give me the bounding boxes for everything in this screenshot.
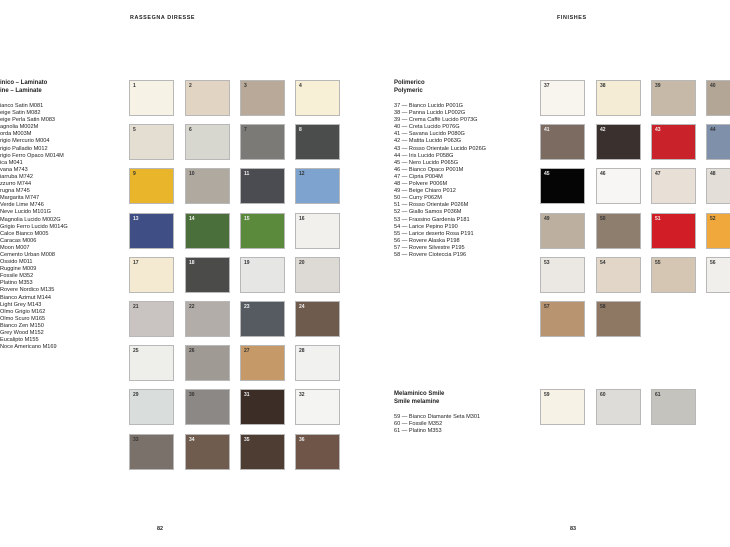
swatch-47: [651, 168, 696, 204]
swatch-number: 38: [600, 83, 606, 89]
swatch-16: [295, 213, 340, 249]
swatch-7: [240, 124, 285, 160]
swatch-number: 8: [299, 127, 302, 134]
swatch-23: [240, 301, 285, 337]
polymeric-title-it: Polimerico: [394, 80, 425, 86]
swatch-32: [295, 389, 340, 425]
finish-list-item: 43 — Rosso Orientale Lucido P026G: [394, 145, 487, 152]
polymeric-title: [394, 80, 425, 95]
swatch-number: 47: [655, 171, 661, 178]
swatch-number: 6: [189, 127, 192, 134]
swatch-11: [240, 168, 285, 204]
swatch-29: [129, 389, 174, 425]
finish-list-item: Grey Wood M152: [0, 330, 44, 336]
swatch-57: [540, 301, 585, 337]
finish-list-item: 58 — Rovere Cioteccia P196: [394, 251, 467, 258]
finish-list-item: Platino M353: [0, 280, 33, 287]
finish-list-item: Moon M007: [0, 244, 30, 251]
finish-list-item: 49 — Beige Chiaro P012: [394, 188, 456, 195]
finish-list-item: 40 — Creta Lucido P076G: [394, 124, 460, 131]
swatch-51: [651, 213, 696, 249]
swatch-number: 56: [710, 259, 716, 266]
swatch-number: 42: [600, 127, 606, 134]
finish-list-item: 53 — Frassino Gardenia P181: [394, 216, 470, 223]
swatch-number: 30: [189, 392, 195, 399]
finish-list-item: 44 — Iris Lucido P058G: [394, 152, 454, 159]
polymeric-finish-list: [394, 103, 486, 259]
swatch-number: 59: [544, 392, 550, 399]
finish-list-item: rigio Ferro Opaco M014M: [0, 152, 64, 159]
swatch-number: 46: [600, 171, 606, 178]
swatch-number: 25: [133, 348, 139, 355]
swatch-number: 31: [244, 392, 250, 399]
swatch-number: 16: [299, 215, 305, 222]
swatch-59: [540, 389, 585, 425]
melamine-finish-list: [394, 414, 480, 435]
swatch-number: 51: [655, 215, 661, 222]
finish-list-item: ianco Satin M081: [0, 103, 44, 109]
swatch-number: 27: [244, 348, 250, 355]
swatch-58: [596, 301, 641, 337]
swatch-number: 4: [299, 83, 302, 89]
swatch-35: [240, 434, 285, 470]
swatch-1: [129, 80, 174, 116]
swatch-number: 61: [655, 392, 661, 399]
swatch-22: [185, 301, 230, 337]
finish-list-item: eige Satin M082: [0, 110, 41, 117]
finish-list-item: Eucalipto M155: [0, 337, 39, 344]
swatch-number: 29: [133, 392, 139, 399]
swatch-15: [240, 213, 285, 249]
swatch-number: 24: [299, 304, 305, 310]
swatch-number: 43: [655, 127, 661, 134]
finish-list-item: Margarita M747: [0, 195, 40, 202]
swatch-25: [129, 345, 174, 381]
finish-list-item: Rovere Nordico M135: [0, 287, 55, 294]
finish-list-item: Caracas M006: [0, 237, 37, 244]
finish-list-item: agnolia M002M: [0, 124, 39, 131]
swatch-53: [540, 257, 585, 293]
finish-list-item: Neve Lucido M101G: [0, 209, 51, 216]
swatch-28: [295, 345, 340, 381]
finish-list-item: zzurro M744: [0, 181, 32, 188]
finish-list-item: vana M743: [0, 166, 28, 173]
swatch-number: 54: [600, 259, 606, 266]
swatch-3: [240, 80, 285, 116]
swatch-13: [129, 213, 174, 249]
swatch-12: [295, 168, 340, 204]
swatch-26: [185, 345, 230, 381]
swatch-number: 14: [189, 215, 195, 222]
finish-list-item: Magnolia Lucido M002G: [0, 216, 61, 223]
finish-list-item: eige Perla Satin M083: [0, 117, 56, 124]
finish-list-item: orda M003M: [0, 131, 32, 138]
swatch-number: 23: [244, 304, 250, 310]
finish-list-item: 56 — Rovere Alaska P198: [394, 237, 460, 244]
left-section-title: [0, 80, 47, 95]
swatch-54: [596, 257, 641, 293]
swatch-5: [129, 124, 174, 160]
swatch-number: 36: [299, 436, 305, 443]
swatch-number: 37: [544, 83, 550, 89]
swatch-44: [706, 124, 730, 160]
swatch-37: [540, 80, 585, 116]
finish-list-item: Calce Bianco M005: [0, 230, 49, 237]
swatch-number: 41: [544, 127, 550, 134]
swatch-number: 11: [244, 171, 250, 178]
swatch-14: [185, 213, 230, 249]
swatch-number: 18: [189, 259, 195, 266]
finish-list-item: Bianco Zen M150: [0, 322, 44, 329]
swatch-number: 40: [710, 83, 716, 89]
swatch-43: [651, 124, 696, 160]
finish-list-item: Olmo Scuro M165: [0, 315, 46, 322]
finish-list-item: 47 — Cipria P004M: [394, 173, 443, 180]
finish-list-item: 59 — Bianco Diamante Seta M301: [394, 414, 481, 420]
swatch-number: 17: [133, 259, 139, 266]
swatch-number: 32: [299, 392, 305, 399]
finish-list-item: 41 — Savana Lucido P080G: [394, 131, 465, 138]
swatch-number: 9: [133, 171, 136, 178]
swatch-number: 26: [189, 348, 195, 355]
swatch-number: 22: [189, 304, 195, 310]
swatch-21: [129, 301, 174, 337]
swatch-18: [185, 257, 230, 293]
swatch-33: [129, 434, 174, 470]
swatch-46: [596, 168, 641, 204]
finish-list-item: 42 — Matita Lucido P063G: [394, 138, 462, 145]
swatch-number: 3: [244, 83, 247, 89]
swatch-24: [295, 301, 340, 337]
swatch-number: 35: [244, 436, 250, 443]
swatch-number: 28: [299, 348, 305, 355]
finish-list-item: 51 — Rosso Orientale P026M: [394, 202, 469, 209]
swatch-number: 50: [600, 215, 606, 222]
swatch-42: [596, 124, 641, 160]
swatch-number: 45: [544, 171, 550, 178]
swatch-19: [240, 257, 285, 293]
swatch-40: [706, 80, 730, 116]
finish-list-item: 54 — Larice Pepino P190: [394, 223, 458, 230]
finish-list-item: 39 — Crema Caffè Lucido P073G: [394, 117, 478, 124]
swatch-34: [185, 434, 230, 470]
swatch-61: [651, 389, 696, 425]
page-number-left: 82: [157, 526, 163, 532]
swatch-60: [596, 389, 641, 425]
swatch-number: 57: [544, 304, 550, 310]
swatch-30: [185, 389, 230, 425]
finish-list-item: rigio Palladio M012: [0, 145, 48, 152]
swatch-number: 20: [299, 259, 305, 266]
swatch-56: [706, 257, 730, 293]
swatch-number: 48: [710, 171, 716, 178]
finish-list-item: Cemento Urban M008: [0, 251, 56, 258]
finish-list-item: Light Grey M143: [0, 301, 42, 308]
finish-list-item: iarruba M742: [0, 173, 33, 180]
header-left: RASSEGNA DIRESSE: [130, 15, 196, 21]
swatch-2: [185, 80, 230, 116]
finish-list-item: 60 — Fossile M352: [394, 421, 443, 428]
finish-list-item: Fossile M352: [0, 273, 34, 280]
swatch-9: [129, 168, 174, 204]
melamine-title-it: Melaminico Smile: [394, 391, 445, 397]
swatch-number: 10: [189, 171, 195, 178]
swatch-38: [596, 80, 641, 116]
finish-list-item: 37 — Bianco Lucido P001G: [394, 103, 464, 109]
finish-list-item: Olmo Grigio M162: [0, 308, 46, 315]
page-number-right: 83: [570, 526, 576, 532]
swatch-number: 49: [544, 215, 550, 222]
swatch-number: 15: [244, 215, 250, 222]
swatch-52: [706, 213, 730, 249]
swatch-55: [651, 257, 696, 293]
swatch-17: [129, 257, 174, 293]
swatch-41: [540, 124, 585, 160]
finish-list-item: rigio Mercurio M004: [0, 138, 50, 145]
finish-list-item: 48 — Polvere P006M: [394, 181, 448, 188]
swatch-number: 21: [133, 304, 139, 310]
finish-list-item: rugna M745: [0, 188, 30, 195]
finish-list-item: 50 — Curry P062M: [394, 195, 442, 202]
melamine-title: [394, 391, 444, 406]
left-title-it: inico – Laminato: [0, 80, 48, 86]
swatch-number: 55: [655, 259, 661, 266]
swatch-number: 5: [133, 127, 136, 134]
swatch-50: [596, 213, 641, 249]
swatch-39: [651, 80, 696, 116]
polymeric-title-en: Polymeric: [394, 87, 423, 94]
finish-list-item: 61 — Platino M353: [394, 428, 442, 435]
swatch-8: [295, 124, 340, 160]
swatch-number: 52: [710, 215, 716, 222]
finish-list-item: Bianco Azimut M144: [0, 294, 51, 301]
swatch-49: [540, 213, 585, 249]
swatch-number: 39: [655, 83, 661, 89]
swatch-number: 13: [133, 215, 139, 222]
finish-list-item: Ossido M011: [0, 259, 33, 266]
swatch-number: 1: [133, 83, 136, 89]
left-title-en: ine – Laminate: [0, 87, 42, 94]
swatch-4: [295, 80, 340, 116]
finish-list-item: 38 — Panna Lucido LP002G: [394, 110, 466, 117]
swatch-number: 53: [544, 259, 550, 266]
swatch-36: [295, 434, 340, 470]
finish-list-item: Noce Americano M169: [0, 344, 57, 351]
left-finish-list: [0, 103, 68, 351]
swatch-number: 19: [244, 259, 250, 266]
swatch-number: 58: [600, 304, 606, 310]
swatch-number: 34: [189, 436, 195, 443]
swatch-48: [706, 168, 730, 204]
finish-list-item: 46 — Bianco Opaco P001M: [394, 166, 464, 173]
finish-list-item: ica M041: [0, 159, 23, 166]
swatch-31: [240, 389, 285, 425]
finish-list-item: Grigio Ferro Lucido M014G: [0, 223, 68, 230]
finish-list-item: 55 — Larice deserto Rosa P191: [394, 230, 474, 237]
swatch-number: 33: [133, 436, 139, 443]
swatch-number: 44: [710, 127, 716, 134]
finish-list-item: Verde Lime M746: [0, 202, 44, 209]
header-right: FINISHES: [557, 15, 587, 21]
swatch-27: [240, 345, 285, 381]
swatch-6: [185, 124, 230, 160]
swatch-45: [540, 168, 585, 204]
swatch-10: [185, 168, 230, 204]
finish-list-item: 57 — Rovere Silvestre P195: [394, 244, 465, 251]
swatch-number: 12: [299, 171, 305, 178]
finish-list-item: 52 — Giallo Samos P036M: [394, 209, 462, 216]
swatch-number: 7: [244, 127, 247, 134]
swatch-number: 2: [189, 83, 192, 89]
finish-list-item: 45 — Nero Lucido P065G: [394, 159, 459, 166]
finish-list-item: Ruggine M009: [0, 266, 37, 273]
melamine-title-en: Smile melamine: [394, 398, 440, 405]
swatch-20: [295, 257, 340, 293]
swatch-number: 60: [600, 392, 606, 399]
